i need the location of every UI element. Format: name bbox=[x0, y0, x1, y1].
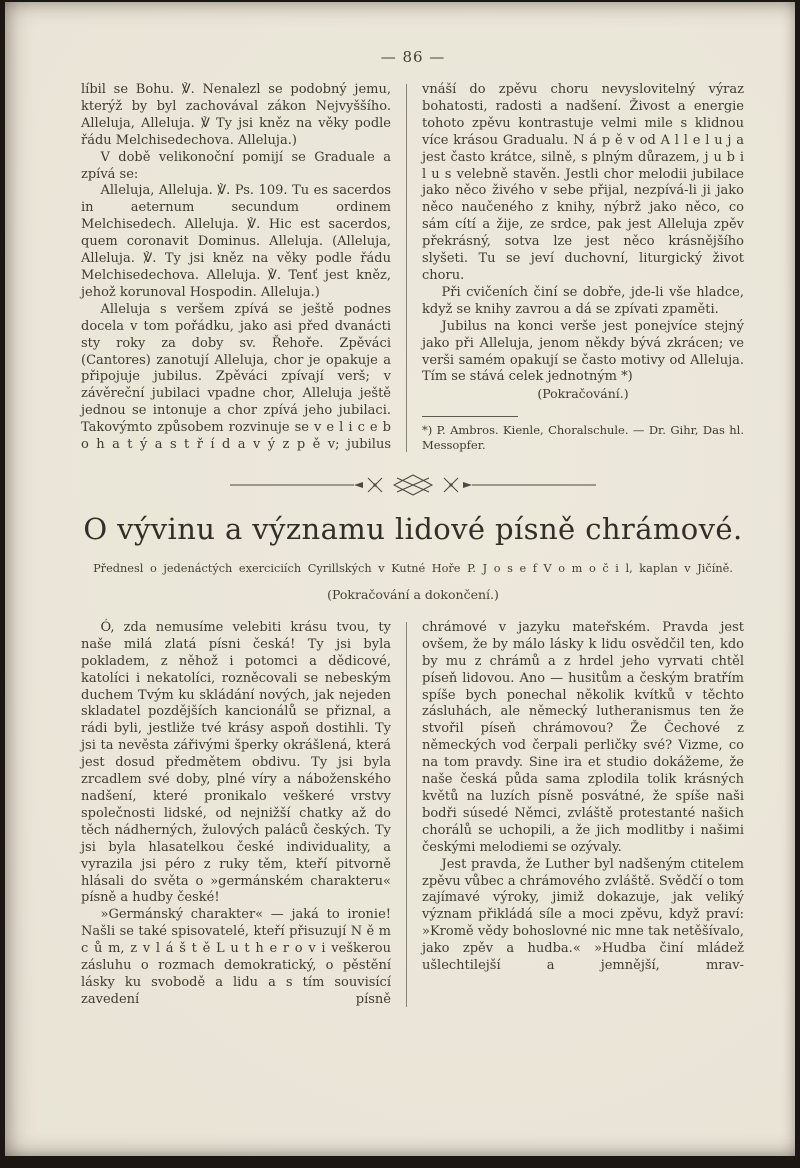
paragraph: »Germánský charakter« — jaká to ironie! Našli se také spisovatelé, kteří přisuzují N ě m c ů m, z v l á š t ě L u t h e r o v i veškerou zásluhu o rozmach demokratický, o pěstění lásky ku svobodě a lidu a s tím souvisící zavedení písně bbox=[81, 907, 391, 1007]
scanned-page bbox=[5, 2, 795, 1156]
paragraph: vnáší do zpěvu choru nevyslovitelný výraz bohatosti, radosti a nadšení. Živost a energie tohoto zpěvu kontrastuje velmi mile s klidnou více krásou Gradualu. N á p ě v od A l l e l u j a jest často krátce, silně, s plným důrazem, j u b i l u s velebně stavěn. Jestli chor melodii jubilace jako něco živého v sebe přijal, nezpívá-li ji jako něco naučeného z knihy, nýbrž jako něco, co sám cítí a žije, ze srdce, pak jest Alleluja zpěv překrásný, sotva lze jest něco krásnějšího slyšeti. Tu se jeví duchovní, liturgický život choru. bbox=[422, 82, 744, 283]
article-continuation-note: (Pokračování a dokončení.) bbox=[327, 586, 499, 602]
column-rule bbox=[406, 622, 407, 1007]
paragraph: chrámové v jazyku mateřském. Pravda jest ovšem, že by málo lásky k lidu osvědčil ten, kdo by mu z chrámů a z hrdel jeho vyrvati chtěl píseň lidovou. Ano — husitům a českým bratřím spíše bych ponechal několik kvítků v těchto zásluhách, ale německý lutheranismus ten že stvořil píseň chrámovou? Že Čechové z německých vod čerpali perličky své? Vizme, co na tom pravdy. Sine ira et studio dokážeme, že naše česká půda sama zplodila tolik krásných květů na luzích písně posvátné, že spíše naši bodři súsedé Němci, zvláště protestanté našich chorálů se uchopili, a že jich modlitby i našimi českými melodiemi se ozývaly. bbox=[422, 619, 744, 855]
footnote-rule bbox=[422, 416, 518, 417]
column-rule bbox=[406, 84, 407, 452]
paragraph: Jest pravda, že Luther byl nadšeným ctitelem zpěvu vůbec a chrámového zvláště. Svědčí o tom zajímavé výroky, jimiž dokazuje, jak veliký význam přikládá síle a moci zpěvu, když praví: »Kromě vědy bohoslovné nic mne tak netěšívalo, jako zpěv a hudba.« »Hudba činí mládež ušlechtilejší a jemnější, mrav- bbox=[422, 856, 745, 974]
page-number: — 86 — bbox=[380, 48, 446, 66]
top-article-continuation bbox=[81, 82, 745, 454]
paragraph: Ó, zda nemusíme velebiti krásu tvou, ty naše milá zlatá písni česká! Ty jsi byla pokladem, z něhož i potomci a dědicové, katolíci i nekatolíci, rozněcovali se nebeským duchem Tvým ku skládání nových, jak nejeden skladatel pozdějších kancionálů se přiznal, a rádi byli, jestliže tvé krásy aspoň dostihli. Ty jsi ta nevěsta zářivými šperky okrášlená, která jest dosud předmětem obdivu. Ty jsi byla zrcadlem své doby, plné víry a náboženského nadšení, které pronikalo veškeré vrstvy společnosti lidské, od nejnižší chatky až do těch nádherných, žulových paláců českých. Ty jsi byla hlasatelkou české individuality, a vyrazila jsi péro z ruky těm, kteří pitvorně hlásali do světa o »germánském charakteru« písně a hudby české! bbox=[81, 619, 391, 906]
paragraph: Jubilus na konci verše jest ponejvíce stejný jako při Alleluja, jenom někdy bývá zkrácen; ve verši samém opakují se často motivy od Alleluja. Tím se stává celek jednotným *) bbox=[422, 318, 744, 385]
footnote: *) P. Ambros. Kienle, Choralschule. — Dr. Gihr, Das hl. Messopfer. bbox=[422, 423, 744, 452]
top-right-column bbox=[422, 82, 744, 454]
divider-ornament-icon bbox=[228, 472, 598, 498]
article-body bbox=[81, 620, 745, 1009]
continuation-note: (Pokračování.) bbox=[537, 386, 629, 402]
paragraph: Alleluja, Alleluja. ℣. Ps. 109. Tu es sacerdos in aeternum secundum ordinem Melchisedech. Alleluja. ℣. Hic est sacerdos, quem coronavit Dominus. Alleluja. (Alleluja, Alleluja. ℣. Ty jsi kněz na věky podle řádu Melchisedechova. Alleluja. ℣. Tenť jest kněz, jehož korunoval Hospodin. Alleluja.) bbox=[81, 183, 391, 300]
page-content bbox=[81, 48, 745, 1009]
article-byline: Přednesl o jedenáctých exerciciích Cyrillských v Kutné Hoře P. J o s e f V o m o č i l, kaplan v Jičíně. bbox=[93, 561, 733, 575]
paragraph: líbil se Bohu. ℣. Nenalezl se podobný jemu, kterýž by byl zachovával zákon Nejvyššího. Alleluja, Alleluja. ℣ Ty jsi kněz na věky podle řádu Melchisedechova. Alleluja.) bbox=[81, 82, 391, 148]
paragraph: Při cvičeních činí se dobře, jde-li vše hladce, když se knihy zavrou a dá se zpívati zpaměti. bbox=[422, 284, 744, 317]
top-left-column bbox=[81, 82, 391, 454]
article-title: O vývinu a významu lidové písně chrámové. bbox=[83, 511, 743, 546]
section-divider bbox=[81, 472, 745, 502]
body-right-column bbox=[422, 620, 744, 1009]
paragraph: Alleluja s veršem zpívá se ještě podnes docela v tom pořádku, jako asi před dvanácti sty roky za doby sv. Řehoře. Zpěváci (Cantores) zanotují Alleluja, chor je opakuje a připojuje jubilus. Zpěváci zpívají verš; v závěreční jubilaci vpadne chor, Alleluja ještě jednou se intonuje a chor zpívá jeho jubilaci. Takovýmto způsobem rozvinuje se v e l i c e b o h a t ý a s t ř í d a v ý z p ě v; jubilus bbox=[81, 301, 391, 453]
paragraph: V době velikonoční pomijí se Graduale a zpívá se: bbox=[81, 149, 391, 182]
body-left-column bbox=[81, 620, 391, 1009]
